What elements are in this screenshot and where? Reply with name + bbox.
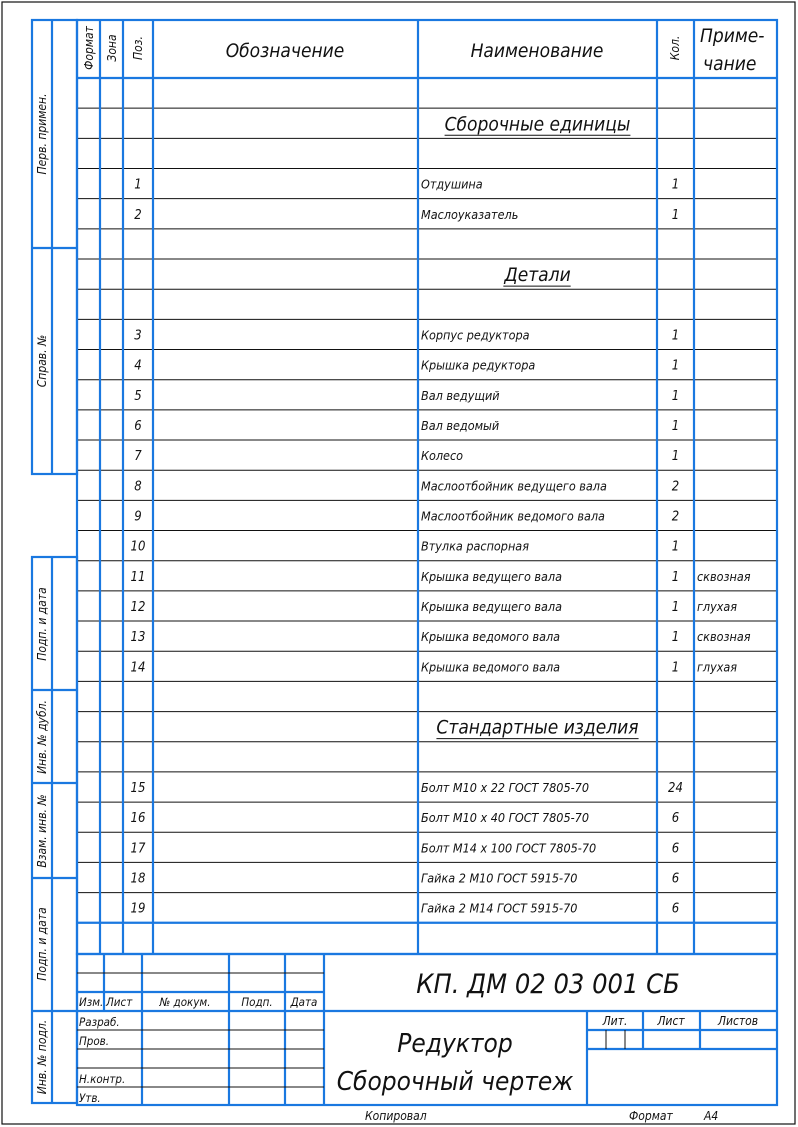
cell-name: Крышка ведомого вала: [421, 659, 561, 675]
table-row: [134, 388, 679, 404]
cell-pos: 6: [134, 418, 142, 434]
cell-pos: 9: [134, 509, 142, 525]
cell-pos: 16: [130, 811, 146, 827]
cell-qty: 6: [671, 871, 680, 887]
cell-name: Втулка распорная: [421, 538, 529, 554]
header-qty: Кол.: [668, 35, 682, 61]
table-row: [131, 539, 680, 555]
header-note-line1: Приме-: [700, 25, 765, 47]
table-row: [131, 901, 680, 917]
cell-pos: 18: [130, 871, 146, 887]
cell-qty: 1: [671, 388, 680, 404]
cell-pos: 12: [130, 599, 146, 615]
cell-qty: 1: [671, 660, 680, 676]
cell-qty: 2: [671, 509, 680, 525]
section-heading: Детали: [504, 264, 571, 287]
table-row: [445, 113, 631, 135]
cell-name: Колесо: [421, 448, 464, 464]
cell-pos: 8: [134, 479, 142, 495]
cell-note: сквозная: [697, 629, 751, 645]
table-row: [131, 780, 683, 796]
cell-pos: 3: [134, 328, 142, 344]
cell-name: Гайка 2 М14 ГОСТ 5915-70: [421, 900, 578, 916]
cell-name: Отдушина: [421, 176, 483, 192]
outer-border: [2, 2, 795, 1124]
cell-name: Болт М14 х 100 ГОСТ 7805-70: [421, 840, 597, 856]
cell-pos: 10: [130, 539, 146, 555]
cell-qty: 6: [671, 811, 680, 827]
table-row: [134, 358, 679, 374]
tb-listov: Листов: [717, 1014, 759, 1028]
cell-note: сквозная: [697, 568, 751, 584]
cell-name: Корпус редуктора: [421, 327, 530, 343]
cell-pos: 5: [134, 388, 142, 404]
tb-izm: Изм.: [79, 995, 104, 1009]
cell-name: Болт М10 х 40 ГОСТ 7805-70: [421, 810, 589, 826]
cell-qty: 1: [671, 328, 680, 344]
table-row: [134, 508, 679, 524]
cell-pos: 7: [134, 449, 142, 465]
cell-name: Крышка ведущего вала: [421, 568, 563, 584]
table-row: [134, 418, 679, 434]
header-format: Формат: [82, 26, 96, 70]
cell-qty: 1: [671, 539, 680, 555]
cell-name: Гайка 2 М10 ГОСТ 5915-70: [421, 870, 578, 886]
cell-qty: 6: [671, 901, 680, 917]
cell-name: Маслоуказатель: [421, 206, 519, 222]
table-row: [134, 327, 679, 343]
header-note-line2: чание: [703, 53, 757, 75]
cell-note: глухая: [697, 659, 738, 675]
cell-pos: 13: [130, 630, 146, 646]
cell-name: Маслоотбойник ведомого вала: [421, 508, 605, 524]
cell-qty: 6: [671, 841, 680, 857]
cell-name: Вал ведомый: [421, 417, 500, 433]
cell-pos: 4: [134, 358, 142, 374]
label-podp-data-1: Подп. и дата: [35, 587, 49, 661]
table-row: [134, 448, 679, 464]
table-row: [131, 840, 680, 856]
cell-name: Болт М10 х 22 ГОСТ 7805-70: [421, 779, 589, 795]
label-podp-data-2: Подп. и дата: [35, 907, 49, 981]
tb-razrab: Разраб.: [79, 1015, 120, 1029]
tb-list-col: Лист: [657, 1014, 685, 1028]
label-vzam-inv: Взам. инв. №: [35, 794, 49, 868]
tb-lit: Лит.: [602, 1014, 628, 1028]
cell-name: Крышка ведущего вала: [421, 598, 563, 614]
header-zone: Зона: [105, 34, 119, 62]
tb-no-dokum: № докум.: [159, 995, 211, 1009]
header-designation: Обозначение: [225, 40, 345, 62]
document-designation: КП. ДМ 02 03 001 СБ: [416, 969, 680, 1000]
label-sprav-no: Справ. №: [35, 334, 49, 388]
cell-name: Вал ведущий: [421, 387, 500, 403]
copied-label: Копировал: [365, 1109, 427, 1123]
header-name: Наименование: [470, 40, 604, 62]
tb-data: Дата: [290, 995, 318, 1009]
document-title-line1: Редуктор: [397, 1029, 513, 1059]
cell-qty: 1: [671, 418, 680, 434]
table-row: [131, 871, 680, 887]
cell-pos: 15: [130, 780, 146, 796]
cell-pos: 19: [130, 901, 146, 917]
tb-list: Лист: [106, 995, 133, 1009]
cell-name: Крышка редуктора: [421, 357, 536, 373]
cell-qty: 1: [671, 599, 680, 615]
section-heading: Сборочные единицы: [444, 113, 631, 136]
cell-qty: 1: [671, 207, 680, 223]
cell-qty: 1: [671, 569, 680, 585]
tb-utv: Утв.: [79, 1091, 101, 1105]
cell-qty: 1: [671, 358, 680, 374]
tb-prov: Пров.: [79, 1034, 110, 1048]
tb-n-kontr: Н.контр.: [79, 1072, 126, 1086]
section-heading: Стандартные изделия: [436, 716, 639, 739]
label-inv-dubl: Инв. № дубл.: [35, 700, 49, 774]
table-row: [436, 717, 638, 739]
format-value: А4: [704, 1109, 719, 1123]
table-row: [131, 599, 738, 615]
table-row: [503, 264, 570, 286]
table-row: [131, 659, 738, 675]
cell-name: Крышка ведомого вала: [421, 629, 561, 645]
cell-qty: 1: [671, 177, 680, 193]
cell-pos: 14: [130, 660, 146, 676]
cell-note: глухая: [697, 598, 738, 614]
table-row: [134, 207, 679, 223]
cell-pos: 17: [130, 841, 146, 857]
label-perv-primen: Перв. примен.: [35, 93, 49, 175]
document-title-line2: Сборочный чертеж: [336, 1067, 574, 1097]
table-row: [131, 810, 680, 826]
table-row: [134, 177, 679, 193]
cell-qty: 2: [671, 479, 680, 495]
cell-qty: 1: [671, 630, 680, 646]
cell-pos: 1: [134, 177, 142, 193]
table-row: [134, 478, 679, 494]
cell-qty: 1: [671, 449, 680, 465]
cell-pos: 11: [130, 569, 146, 585]
cell-name: Маслоотбойник ведущего вала: [421, 478, 607, 494]
tb-podp: Подп.: [241, 995, 273, 1009]
format-label: Формат: [629, 1109, 673, 1123]
cell-pos: 2: [134, 207, 142, 223]
label-inv-podl: Инв. № подл.: [35, 1019, 49, 1095]
cell-qty: 24: [668, 780, 683, 796]
header-pos: Поз.: [131, 36, 145, 60]
